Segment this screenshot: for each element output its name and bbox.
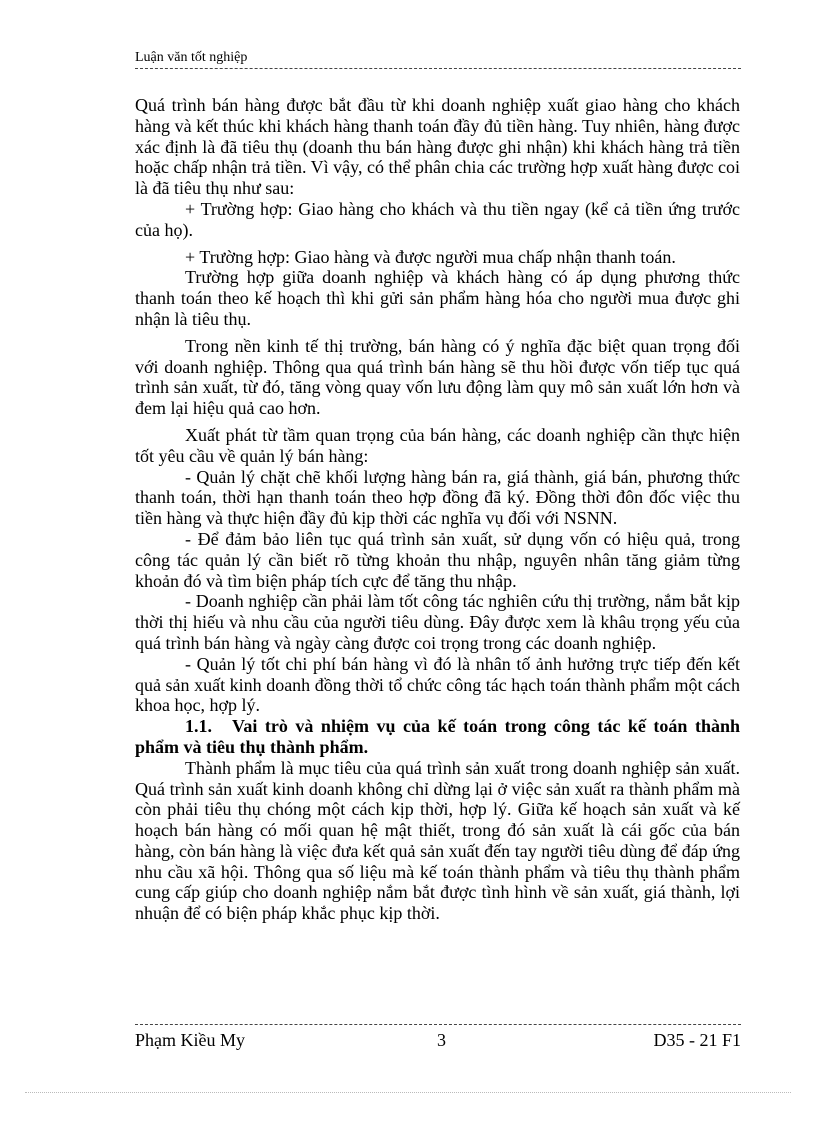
paragraph-requirement-4: - Quản lý tốt chi phí bán hàng vì đó là nhân tố ảnh hưởng trực tiếp đến kết quả sản xuất kinh doanh đồng thời tổ chức công tác hạch toán thành phẩm một cách khoa học, hợp lý.: [135, 653, 740, 716]
section-title: Vai trò và nhiệm vụ của kế toán trong công tác kế toán thành phẩm và tiêu thụ thành phẩm.: [135, 716, 740, 757]
paragraph-case-1: + Trường hợp: Giao hàng cho khách và thu tiền ngay (kể cả tiền ứng trước của họ).: [135, 198, 740, 240]
header-divider: [135, 68, 741, 69]
paragraph-requirement-3: - Doanh nghiệp cần phải làm tốt công tác nghiên cứu thị trường, nắm bắt kịp thời thị hiếu và nhu cầu của người tiêu dùng. Đây được xem là khâu trọng yếu của quá trình bán hàng và ngày càng được coi trọng trong các doanh nghiệp.: [135, 591, 740, 653]
paragraph-intro: Quá trình bán hàng được bắt đầu từ khi doanh nghiệp xuất giao hàng cho khách hàng và kết thúc khi khách hàng thanh toán đầy đủ tiền hàng. Tuy nhiên, hàng được xác định là đã tiêu thụ (doanh thu bán hàng được ghi nhận) khi khách hàng trả tiền hoặc chấp nhận trả tiền. Vì vậy, có thể phân chia các trường hợp xuất hàng được coi là đã tiêu thụ như sau:: [135, 95, 740, 199]
page-edge-line: [25, 1092, 791, 1093]
paragraph-requirement-1: - Quản lý chặt chẽ khối lượng hàng bán ra, giá thành, giá bán, phương thức thanh toán, thời hạn thanh toán theo hợp đồng đã ký. Đồng thời đôn đốc việc thu tiền hàng và thực hiện đầy đủ kịp thời các nghĩa vụ đối với NSNN.: [135, 466, 740, 529]
footer-author: Phạm Kiều My: [135, 1030, 245, 1050]
paragraph-case-2: + Trường hợp: Giao hàng và được người mua chấp nhận thanh toán.: [185, 246, 676, 267]
paragraph-requirements: Xuất phát từ tầm quan trọng của bán hàng, các doanh nghiệp cần thực hiện tốt yêu cầu về quản lý bán hàng:: [135, 424, 740, 466]
paragraph-planned-payment: Trường hợp giữa doanh nghiệp và khách hàng có áp dụng phương thức thanh toán theo kế hoạch thì khi gửi sản phẩm hàng hóa cho người mua được ghi nhận là tiêu thụ.: [135, 267, 740, 329]
page-number: 3: [437, 1030, 446, 1050]
footer-class-code: D35 - 21 F1: [653, 1030, 741, 1050]
running-header: Luận văn tốt nghiệp: [135, 50, 248, 65]
section-number: 1.1.: [185, 716, 212, 737]
section-heading: [135, 716, 740, 758]
document-body: [135, 95, 740, 924]
paragraph-market-economy: Trong nền kinh tế thị trường, bán hàng có ý nghĩa đặc biệt quan trọng đối với doanh nghiệp. Thông qua quá trình bán hàng sẽ thu hồi được vốn tiếp tục quá trình sản xuất, từ đó, tăng vòng quay vốn lưu động làm quy mô sản xuất lớn hơn và đem lại hiệu quả cao hơn.: [135, 335, 740, 419]
page-footer: [135, 1030, 741, 1052]
paragraph-section-body: Thành phẩm là mục tiêu của quá trình sản xuất trong doanh nghiệp sản xuất. Quá trình sản xuất kinh doanh không chỉ dừng lại ở việc sản xuất ra thành phẩm mà còn phải tiêu thụ chóng một cách kịp thời, hợp lý. Giữa kế hoạch sản xuất và kế hoạch bán hàng có mối quan hệ mật thiết, trong đó sản xuất là cái gốc của bán hàng, còn bán hàng là việc đưa kết quả sản xuất đến tay người tiêu dùng để đáp ứng nhu cầu xã hội. Thông qua số liệu mà kế toán thành phẩm và tiêu thụ thành phẩm cung cấp giúp cho doanh nghiệp nắm bắt được tình hình về sản xuất, giá thành, lợi nhuận để có biện pháp khắc phục kịp thời.: [135, 757, 740, 924]
paragraph-requirement-2: - Để đảm bảo liên tục quá trình sản xuất, sử dụng vốn có hiệu quả, trong công tác quản lý cần biết rõ từng khoản thu nhập, nguyên nhân tăng giảm từng khoản đó và tìm biện pháp tích cực để tăng thu nhập.: [135, 528, 740, 591]
footer-divider: [135, 1024, 741, 1025]
